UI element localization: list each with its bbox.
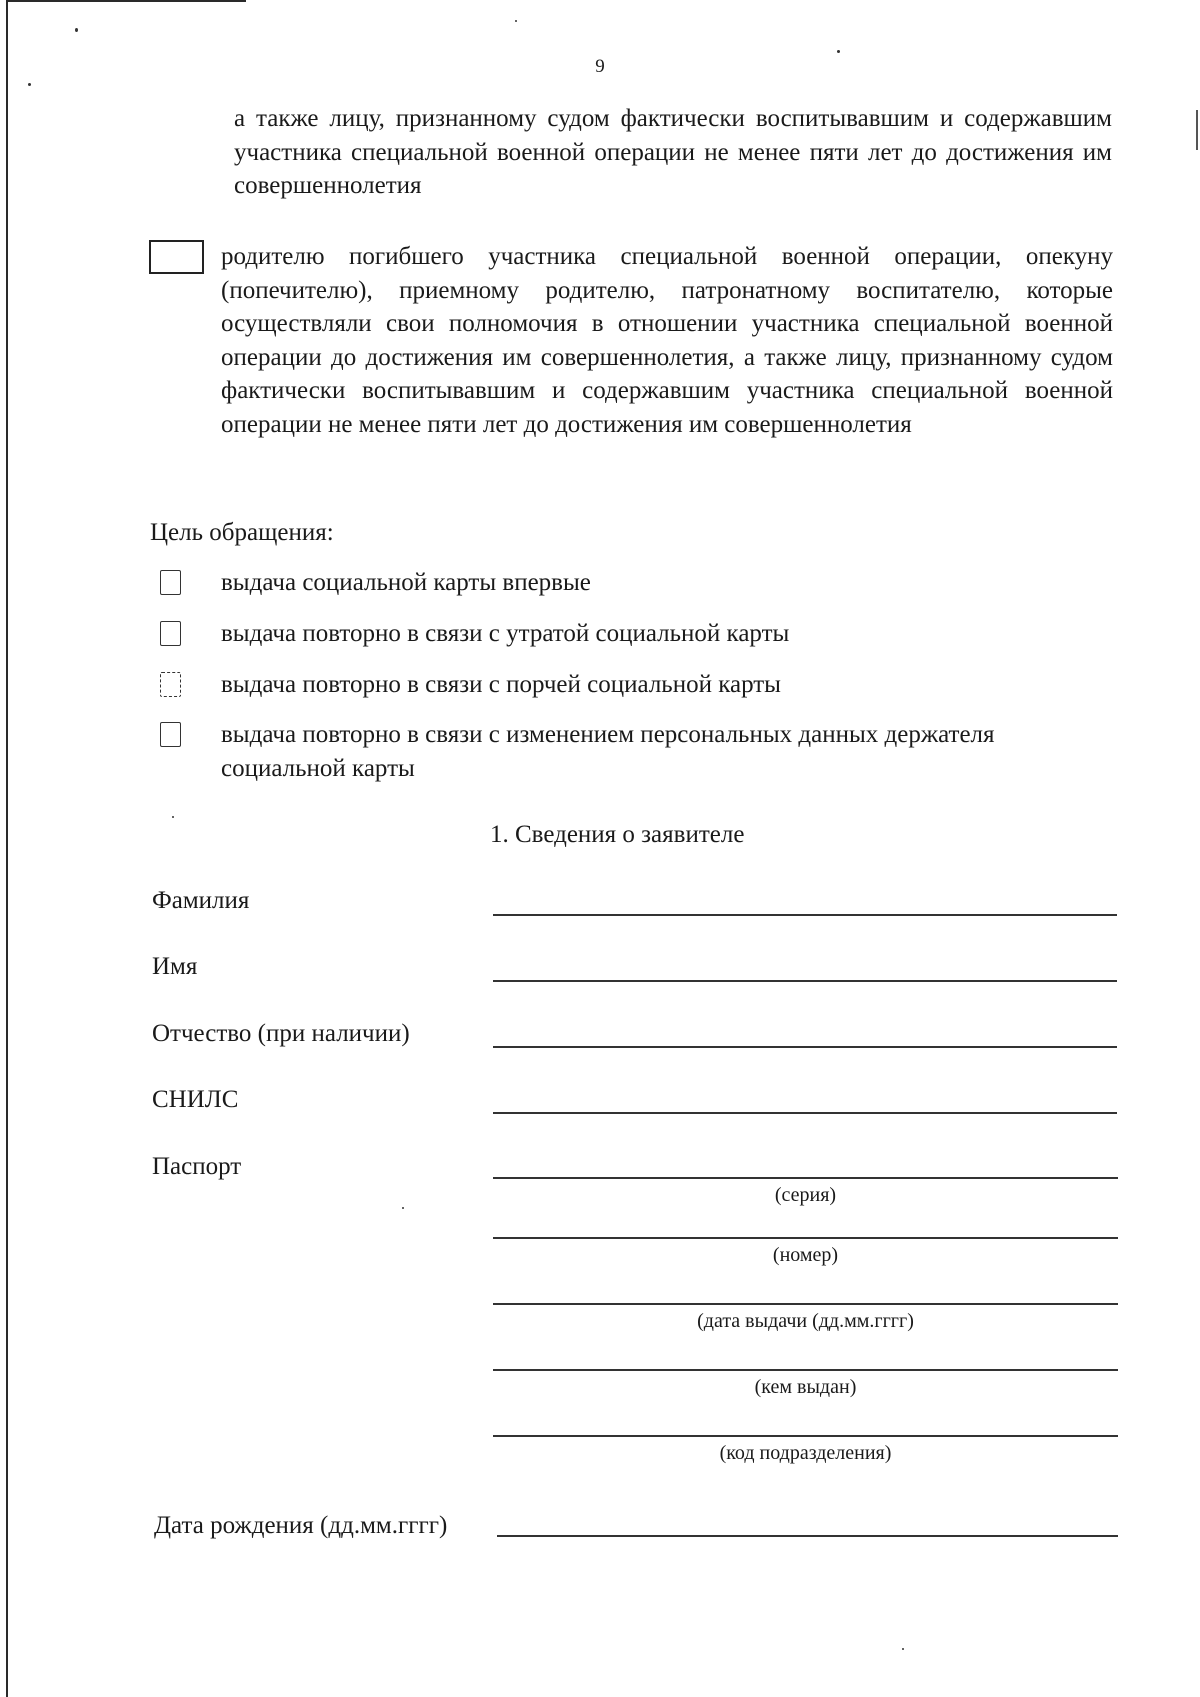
birth-date-label: Дата рождения (дд.мм.гггг)	[154, 1512, 448, 1539]
first-name-label: Имя	[152, 953, 198, 980]
purpose-label: Цель обращения:	[150, 519, 334, 546]
patronymic-input-line[interactable]	[493, 1046, 1117, 1048]
scan-speck	[515, 20, 517, 22]
scan-border-left	[6, 0, 8, 1697]
passport-series-input-line[interactable]	[493, 1177, 1118, 1179]
passport-issue-date-caption: (дата выдачи (дд.мм.гггг)	[697, 1310, 914, 1332]
section-title-applicant: 1. Сведения о заявителе	[490, 821, 745, 848]
intro-continuation-text: а также лицу, признанному судом фактически воспитывавшим и содержавшим участника специальной военной операции не менее пяти лет до достижения им совершеннолетия	[234, 105, 1112, 199]
purpose-checkbox[interactable]	[160, 621, 181, 646]
scan-speck	[172, 816, 174, 818]
page-number: 9	[595, 56, 605, 77]
scan-border-right	[1196, 110, 1198, 150]
scan-speck	[28, 83, 31, 86]
purpose-option-label: выдача повторно в связи с изменением персональных данных держателя социальной карты	[221, 721, 995, 782]
passport-number-caption: (номер)	[772, 1244, 839, 1266]
passport-number-input-line[interactable]	[493, 1237, 1118, 1239]
scan-speck	[75, 28, 78, 32]
purpose-option-label: выдача социальной карты впервые	[221, 569, 591, 596]
birth-date-input-line[interactable]	[497, 1535, 1118, 1537]
passport-issued-by-caption: (кем выдан)	[754, 1376, 857, 1398]
patronymic-label: Отчество (при наличии)	[152, 1020, 410, 1047]
passport-series-caption: (серия)	[774, 1184, 837, 1206]
snils-label: СНИЛС	[152, 1086, 239, 1113]
purpose-checkbox[interactable]	[160, 672, 181, 697]
scan-border-top	[6, 0, 246, 2]
passport-issue-date-input-line[interactable]	[493, 1303, 1118, 1305]
category-checkbox[interactable]	[149, 240, 204, 274]
purpose-checkbox[interactable]	[160, 570, 181, 595]
category-option-text: родителю погибшего участника специальной военной операции, опекуну (попечителю), приемному родителю, патронатному воспитателю, которые осуществляли свои полномочия в отношении участника специальной военной операции до достижения им совершеннолетия, а также лицу, признанному судом фактически воспитывавшим и содержавшим участника специальной военной операции не менее пяти лет до достижения им совершеннолетия	[221, 243, 1113, 438]
first-name-input-line[interactable]	[493, 980, 1117, 982]
purpose-option-label: выдача повторно в связи с порчей социальной карты	[221, 671, 781, 698]
snils-input-line[interactable]	[493, 1112, 1117, 1114]
last-name-input-line[interactable]	[493, 914, 1117, 916]
passport-division-code-caption: (код подразделения)	[719, 1442, 892, 1464]
scan-speck	[402, 1207, 404, 1209]
passport-label: Паспорт	[152, 1153, 242, 1180]
passport-issued-by-input-line[interactable]	[493, 1369, 1118, 1371]
purpose-option-label: выдача повторно в связи с утратой социальной карты	[221, 620, 790, 647]
purpose-checkbox[interactable]	[160, 722, 181, 747]
passport-division-code-input-line[interactable]	[493, 1435, 1118, 1437]
scan-speck	[902, 1648, 904, 1650]
scan-speck	[837, 50, 840, 53]
last-name-label: Фамилия	[152, 887, 250, 914]
